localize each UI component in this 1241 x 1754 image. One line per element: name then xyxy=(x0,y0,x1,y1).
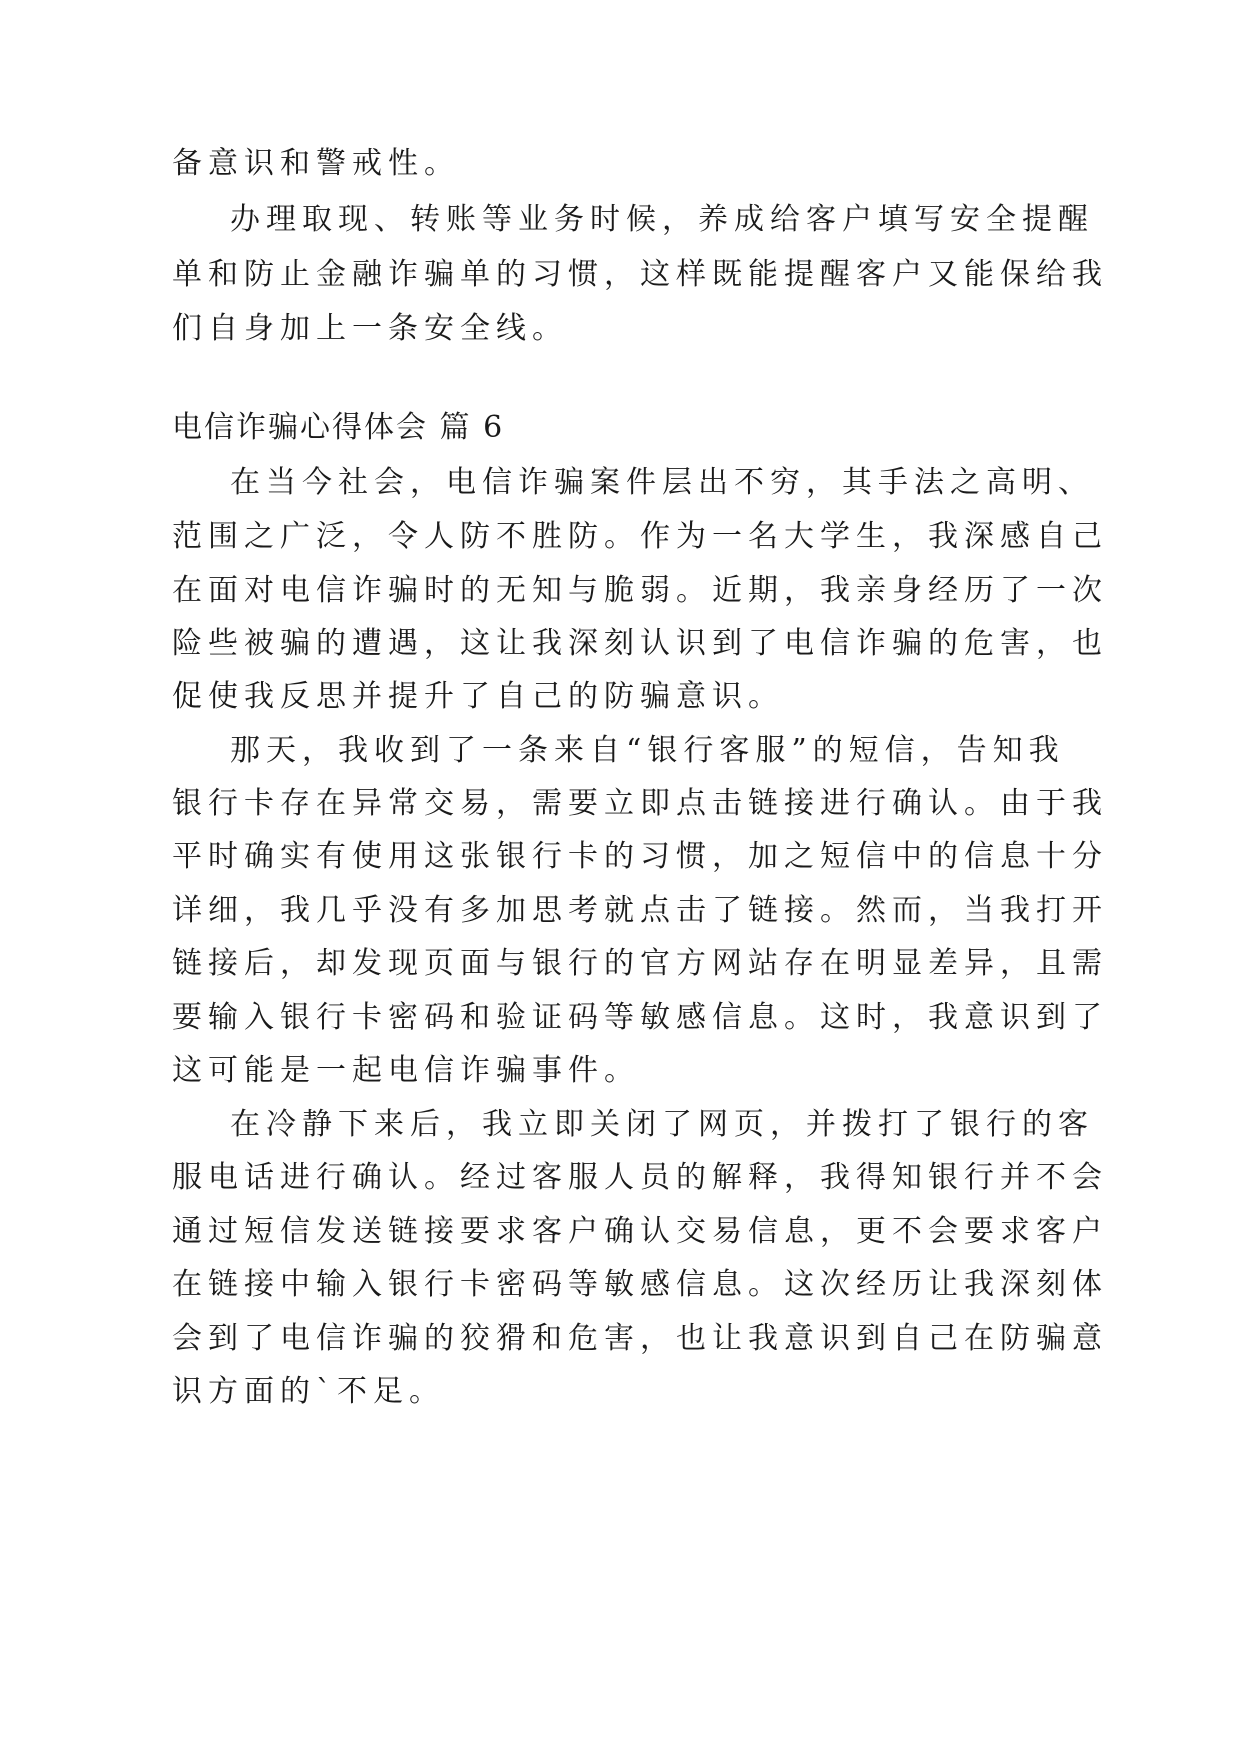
text-line-15: 链接后，却发现页面与银行的官方网站存在明显差异，且需 xyxy=(172,946,1108,981)
text-line-19: 服电话进行确认。经过客服人员的解释，我得知银行并不会 xyxy=(172,1160,1108,1195)
text-line-2: 办理取现、转账等业务时候，养成给客户填写安全提醒 xyxy=(230,202,1094,237)
text-line-18: 在冷静下来后，我立即关闭了网页，并拨打了银行的客 xyxy=(230,1107,1094,1142)
section-heading: 电信诈骗心得体会 篇 6 xyxy=(172,410,505,445)
text-line-22: 会到了电信诈骗的狡猾和危害，也让我意识到自己在防骗意 xyxy=(172,1321,1108,1356)
text-line-14: 详细，我几乎没有多加思考就点击了链接。然而，当我打开 xyxy=(172,893,1108,928)
text-line-1: 备意识和警戒性。 xyxy=(172,146,460,181)
text-line-17: 这可能是一起电信诈骗事件。 xyxy=(172,1053,640,1088)
text-line-21: 在链接中输入银行卡密码等敏感信息。这次经历让我深刻体 xyxy=(172,1267,1108,1302)
text-line-16: 要输入银行卡密码和验证码等敏感信息。这时，我意识到了 xyxy=(172,1000,1108,1035)
text-line-10: 促使我反思并提升了自己的防骗意识。 xyxy=(172,679,784,714)
text-line-20: 通过短信发送链接要求客户确认交易信息，更不会要求客户 xyxy=(172,1214,1108,1249)
text-line-12: 银行卡存在异常交易，需要立即点击链接进行确认。由于我 xyxy=(172,786,1108,821)
text-line-8: 在面对电信诈骗时的无知与脆弱。近期，我亲身经历了一次 xyxy=(172,573,1108,608)
text-line-4: 们自身加上一条安全线。 xyxy=(172,311,568,346)
text-line-3: 单和防止金融诈骗单的习惯，这样既能提醒客户又能保给我 xyxy=(172,257,1108,292)
text-line-11: 那天，我收到了一条来自“银行客服”的短信，告知我 xyxy=(230,733,1065,768)
text-line-23: 识方面的`不足。 xyxy=(172,1374,445,1409)
text-line-7: 范围之广泛，令人防不胜防。作为一名大学生，我深感自己 xyxy=(172,519,1108,554)
text-line-13: 平时确实有使用这张银行卡的习惯，加之短信中的信息十分 xyxy=(172,839,1108,874)
text-line-6: 在当今社会，电信诈骗案件层出不穷，其手法之高明、 xyxy=(230,465,1094,500)
text-line-9: 险些被骗的遭遇，这让我深刻认识到了电信诈骗的危害，也 xyxy=(172,626,1108,661)
